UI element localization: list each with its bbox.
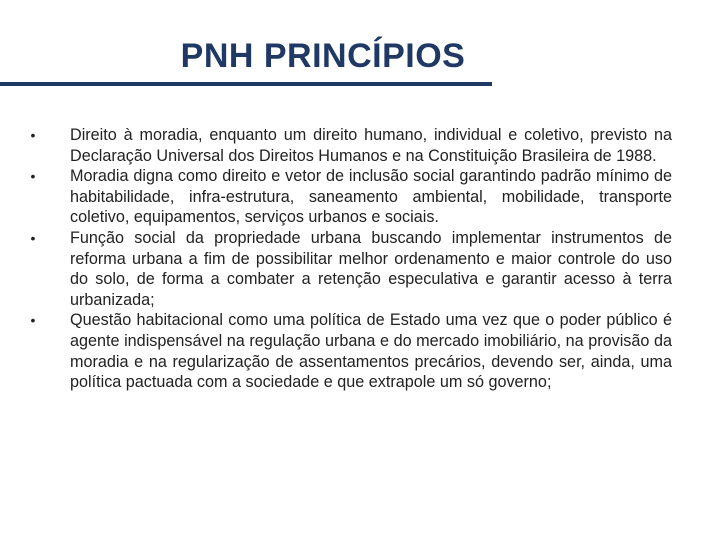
bullet-text: Questão habitacional como uma política de Estado uma vez que o poder público é agente indispensável na regulação urbana e do mercado imobiliário, na provisão da moradia e na regularização de assentamentos precários, devendo ser, ainda, uma política pactuada com a sociedade e que extrapole um só governo; [70,311,672,392]
bullet-list [26,125,672,393]
bullet-icon: • [30,229,36,246]
bullet-icon: • [30,127,36,143]
bullet-icon: • [30,168,36,185]
bullet-item-moradia-digna [26,166,672,228]
bullet-icon: • [30,312,36,329]
bullet-text: Função social da propriedade urbana buscando implementar instrumentos de reforma urbana a fim de possibilitar melhor ordenamento e maior controle do uso do solo, de forma a combater a retenção especulativa e garantir acesso à terra urbanizada; [70,228,672,309]
bullet-item-questao-habitacional [26,310,672,392]
bullet-text: Moradia digna como direito e vetor de inclusão social garantindo padrão mínimo de habitabilidade, infra-estrutura, saneamento ambiental, mobilidade, transporte coletivo, equipamentos, serviços urbanos e sociais. [70,167,672,227]
slide-title: PNH PRINCÍPIOS [180,37,466,75]
bullet-item-direito-moradia [26,125,672,166]
bullet-item-funcao-social [26,228,672,310]
title-underline [0,82,492,86]
bullet-text: Direito à moradia, enquanto um direito humano, individual e coletivo, previsto na Declaração Universal dos Direitos Humanos e na Constituição Brasileira de 1988. [70,126,672,165]
